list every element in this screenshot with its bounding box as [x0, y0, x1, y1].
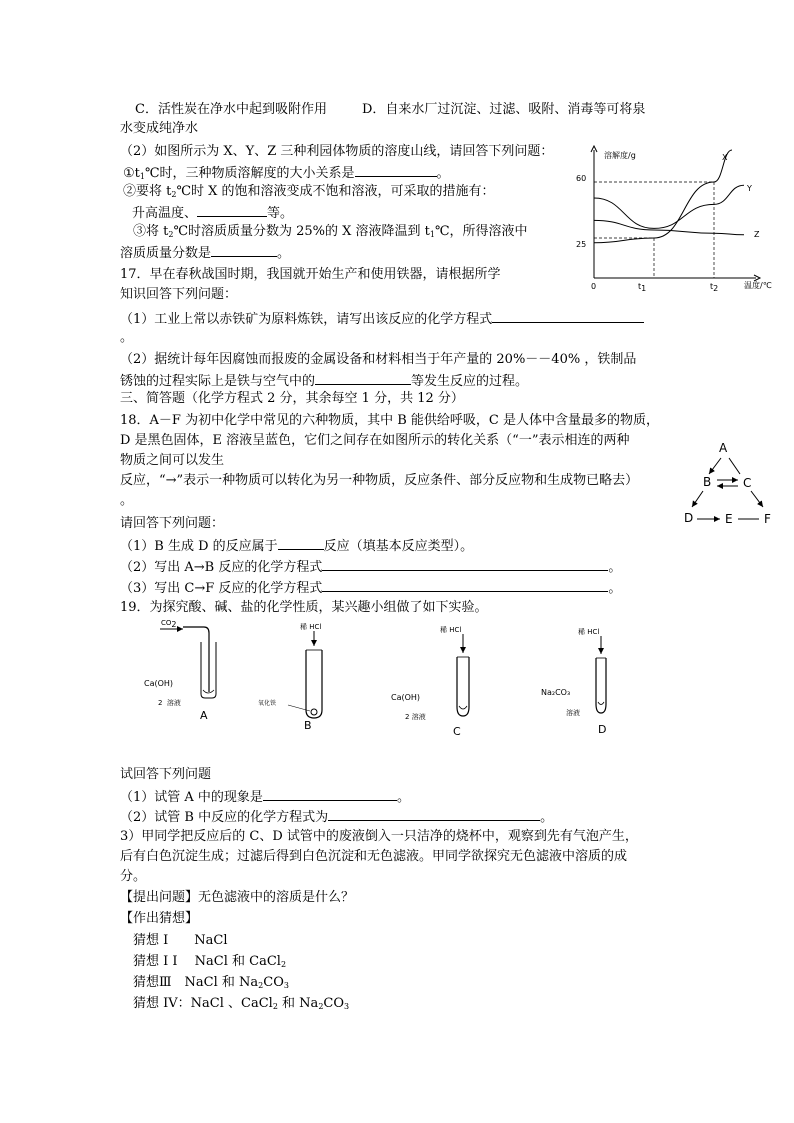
option-d-cont: 水变成纯净水: [120, 121, 199, 136]
node-c: C: [743, 476, 752, 490]
q16-2-intro: （2）如图所示为 X、Y、Z 三种利园体物质的溶度山线，请回答下列问题：: [120, 144, 554, 159]
tube-b-label: B: [304, 719, 312, 732]
q18-p1: （1）B 生成 D 的反应属于 反应（填基本反应类型）。: [120, 535, 473, 556]
tube-c-label: C: [453, 725, 461, 738]
q16-2-p2: ②要将 $t_2℃$时 X 的饱和溶液变成不饱和溶液，可采取的措施有：: [123, 184, 495, 199]
q18-p3: （3）写出 C→F 反应的化学方程式 。: [120, 577, 621, 598]
tube-b-solid: 氧化铁: [258, 700, 277, 707]
tube-c-reagent-sub: 2 溶液: [405, 713, 426, 721]
tube-d-acid: 稀 HCl: [578, 628, 600, 636]
q18-l6: 请回答下列问题：: [120, 516, 225, 531]
chart-xlabel: 温度/℃: [744, 281, 772, 290]
chart-xtick-t2: $t_2$: [710, 282, 719, 293]
tube-d-label: D: [598, 723, 607, 736]
guess-1: 猜想 I NaCl: [133, 933, 228, 948]
q17-l2: 知识回答下列问题：: [120, 287, 238, 302]
option-d: D．自来水厂过沉淀、过滤、吸附、消毒等可将泉: [362, 102, 646, 117]
q18-l5: 。: [120, 493, 134, 508]
tube-a-gas: $CO_2$: [161, 619, 177, 629]
answer-blank[interactable]: [263, 786, 397, 801]
q16-2-p2-cont: 升高温度、 等。: [132, 202, 293, 223]
q19-p3a: 3）甲同学把反应后的 C、D 试管中的废液倒入一只洁净的烧杯中，观察到先有气泡产生，: [120, 829, 638, 844]
node-a: A: [719, 441, 728, 455]
q18-p2: （2）写出 A→B 反应的化学方程式 。: [120, 556, 621, 577]
q19-p1: （1）试管 A 中的现象是 。: [120, 786, 410, 807]
q18-l1: 18．A－F 为初中化学中常见的六种物质，其中 B 能供给呼吸，C 是人体中含量最多的物质，: [120, 413, 659, 428]
tube-a-reagent: Ca(OH): [144, 679, 174, 688]
tube-b: [288, 631, 322, 718]
tube-a-reagent-sub: 2 溶液: [158, 699, 181, 707]
node-e: E: [725, 512, 733, 526]
q17-l3: （1）工业上常以赤铁矿为原料炼铁，请写出该反应的化学方程式: [120, 308, 644, 329]
series-label-x: X: [722, 153, 728, 162]
guess-2: 猜想 I I NaCl 和 CaCl$_2$: [133, 954, 287, 969]
q16-2-p1: $①t_1℃$时，三种物质溶解度的大小关系是 。: [123, 162, 450, 186]
chart-origin: 0: [591, 282, 597, 291]
tube-c: [457, 634, 469, 716]
tube-c-reagent: Ca(OH): [391, 693, 421, 702]
q19-question: 【提出问题】无色滤液中的溶质是什么？: [120, 890, 355, 905]
q17-l1: 17．早在春秋战国时期，我国就开始生产和使用铁器，请根据所学: [120, 267, 501, 282]
q18-l3: 物质之间可以发生: [120, 453, 225, 468]
chart-xtick-t1: $t_1$: [638, 282, 647, 293]
answer-blank[interactable]: [328, 806, 540, 821]
series-label-y: Y: [747, 184, 752, 193]
q18-l2: D 是黑色固体，E 溶液呈蓝色，它们之间存在如图所示的转化关系（“一”表示相连的两种: [120, 433, 630, 448]
tube-d-reagent: Na₂CO₃: [541, 688, 571, 697]
q17-l6: 锈蚀的过程实际上是铁与空气中的 等发生反应的过程。: [120, 370, 528, 391]
q18-l4: 反应，“→”表示一种物质可以转化为另一种物质，反应条件、部分反应物和生成物已略去）: [120, 473, 639, 488]
q16-2-p3: ③将 $t_2℃$时溶质质量分数为 25%的 X 溶液降温到 $t_1℃$，所得溶液中: [133, 224, 528, 239]
tube-a-label: A: [200, 709, 208, 722]
node-b: B: [703, 475, 712, 489]
tube-b-acid: 稀 HCl: [300, 623, 322, 631]
q19-p3c: 分。: [120, 869, 147, 884]
chart-ytick-60: 60: [576, 174, 587, 183]
q19-p2: （2）试管 B 中反应的化学方程式为 。: [120, 806, 553, 827]
guess-4: 猜想 IV：NaCl 、CaCl$_2$ 和 $Na_2CO_3$: [133, 996, 350, 1011]
q17-l4: 。: [120, 330, 134, 345]
q17-l5: （2）据统计每年因腐蚀而报废的金属设备和材料相当于年产量的 20%－－40% ，铁制品: [120, 352, 637, 367]
section-3-heading: 三、简答题（化学方程式 2 分，其余每空 1 分，共 12 分）: [120, 391, 464, 406]
chart-ytick-25: 25: [576, 240, 587, 249]
tube-d-sol: 溶液: [566, 709, 580, 717]
q19-guess-title: 【作出猜想】: [120, 911, 199, 926]
guess-3: 猜想Ⅲ NaCl 和 $Na_2CO_3$: [133, 975, 289, 990]
node-f: F: [764, 512, 771, 526]
q19-p3b: 后有白色沉淀生成；过滤后得到白色沉淀和无色滤液。甲同学欲探究无色滤液中溶质的成: [120, 849, 628, 864]
q19-l1: 19．为探究酸、碱、盐的化学性质，某兴趣小组做了如下实验。: [120, 600, 488, 615]
q19-ask: 试回答下列问题: [120, 767, 212, 782]
tube-c-acid: 稀 HCl: [440, 626, 462, 634]
option-c: C．活性炭在净水中起到吸附作用: [135, 102, 327, 117]
chart-ylabel: 溶解度/g: [604, 151, 636, 160]
node-d: D: [684, 511, 694, 525]
tube-d: [596, 636, 606, 713]
series-label-z: Z: [754, 230, 760, 239]
q16-2-p3-cont: 溶质质量分数是 。: [120, 242, 290, 263]
